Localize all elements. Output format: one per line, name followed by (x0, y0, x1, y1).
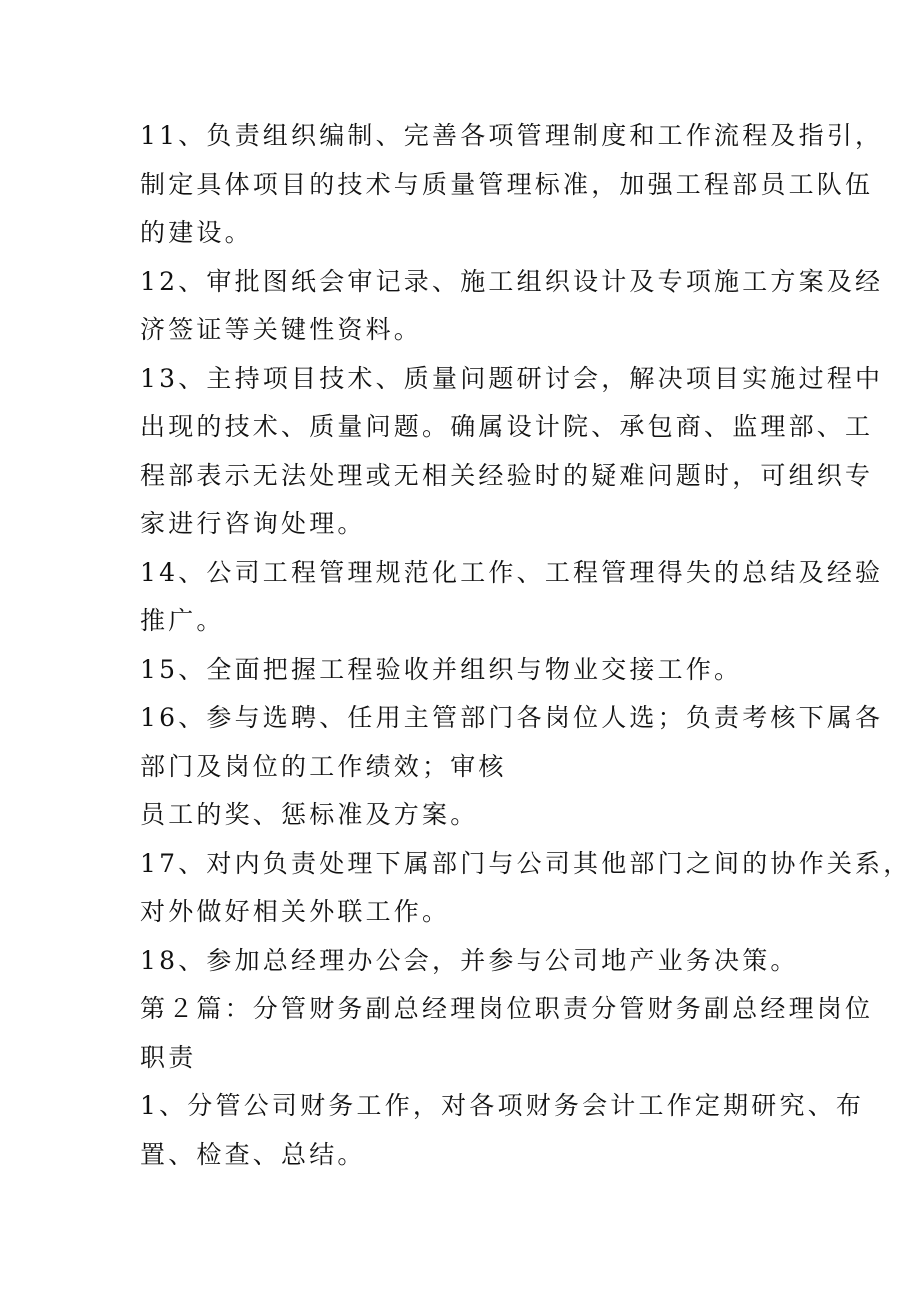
item-18-line-1: 18、参加总经理办公会，并参与公司地产业务决策。 (140, 945, 799, 975)
item-14-line-1: 14、公司工程管理规范化工作、工程管理得失的总结及经验 (140, 557, 884, 587)
item-17-line-1: 17、对内负责处理下属部门与公司其他部门之间的协作关系， (140, 848, 912, 878)
item-13-line-4: 家进行咨询处理。 (140, 509, 366, 538)
item-14-line-2: 推广。 (140, 606, 225, 635)
item-13-line-2: 出现的技术、质量问题。确属设计院、承包商、监理部、工 (140, 412, 874, 441)
item-12-line-2: 济签证等关键性资料。 (140, 315, 423, 344)
item-16-line-2: 部门及岗位的工作绩效；审核 (140, 751, 507, 781)
item-11-line-3: 的建设。 (140, 218, 253, 247)
section-heading-line-2: 职责 (140, 1042, 197, 1072)
item-12-line-1: 12、审批图纸会审记录、施工组织设计及专项施工方案及经 (140, 266, 884, 296)
item-17-line-2: 对外做好相关外联工作。 (140, 897, 451, 926)
item-15-line-1: 15、全面把握工程验收并组织与物业交接工作。 (140, 654, 743, 684)
item-11-line-1: 11、负责组织编制、完善各项管理制度和工作流程及指引， (140, 121, 884, 150)
item-16-line-3: 员工的奖、惩标准及方案。 (140, 800, 479, 829)
item-16-line-1: 16、参与选聘、任用主管部门各岗位人选；负责考核下属各 (140, 703, 884, 732)
item-11-line-2: 制定具体项目的技术与质量管理标准，加强工程部员工队伍 (140, 169, 874, 199)
item-13-line-3: 程部表示无法处理或无相关经验时的疑难问题时，可组织专 (140, 460, 874, 490)
finance-item-1-line-2: 置、检查、总结。 (140, 1139, 366, 1169)
item-13-line-1: 13、主持项目技术、质量问题研讨会，解决项目实施过程中 (140, 363, 884, 393)
document-body (140, 112, 912, 1179)
section-heading-line-1: 第２篇：分管财务副总经理岗位职责分管财务副总经理岗位 (140, 994, 874, 1023)
finance-item-1-line-1: 1、分管公司财务工作，对各项财务会计工作定期研究、布 (140, 1091, 865, 1120)
